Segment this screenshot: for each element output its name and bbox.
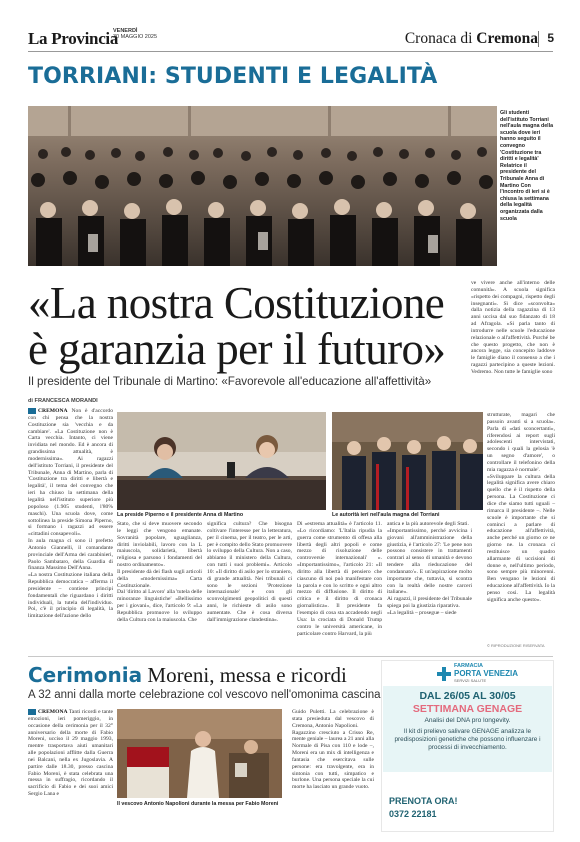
ad-dates: DAL 26/05 AL 30/05 — [419, 690, 516, 702]
article-column-6-middle — [487, 412, 555, 603]
column-5-text: antica e la più autorevole degli Stati. «Importantissimo, perché avvicina i giovani all'amministrazione della giustizia, è l'articolo 27: 'Le pene non possono consistere in trattamenti contrari al senso di umanità e devono tendere alla rieducazione del condannato'». E un'aspirazione molto importante che, tuttavia, si scontra con la realtà delle nostre carceri italiane». Ai ragazzi, il presidente del Tribunale spiega poi la giustizia riparativa. «La legalità – prosegue – siede — [387, 521, 472, 616]
cerimonia-photo-caption: Il vescovo Antonio Napolioni durante la messa per Fabio Moreni — [117, 801, 279, 807]
ad-brand-logo — [437, 663, 518, 684]
newspaper-logo: La Provincia — [28, 29, 119, 48]
photo-3-caption: Le autorità ieri nell'aula magna del Torriani — [332, 512, 440, 518]
cerimonia-column-1 — [28, 709, 113, 834]
pharmacy-cross-icon — [437, 667, 451, 681]
article-column-4 — [297, 521, 382, 649]
section-divider — [28, 656, 553, 657]
page-number: 5 — [547, 31, 554, 45]
cerimonia-photo — [117, 709, 282, 798]
ad-brand-sub: SERVIZI SALUTE — [454, 678, 487, 683]
column-1-lead: CREMONA — [38, 408, 68, 414]
article-column-2 — [117, 521, 202, 649]
cerimonia-title-bold: Cerimonia — [28, 663, 143, 687]
page-separator — [538, 31, 539, 47]
issue-date-text: 30 MAGGIO 2025 — [113, 34, 158, 40]
ad-brand-top: FARMACIA — [454, 663, 484, 669]
column-1-text: Non è d'accordo con chi pensa che la nostra Costituzione sia 'vecchia e da cambiare'. «La Costituzione non è Carta vecchia. Intanto, ci viene invidiata nel mondo. Ed è ancora di grandissima attualità, è modernissima». Ai ragazzi dell'istituto Torriani, il presidente del Tribunale, Anna di Martino, parla di 'Costituzione tra diritti e libertà e legalità', il tema del convegno che ieri ha chiuso la settimana della legalità nell'istituto superiore più popoloso (1.905 studenti, l'80% maschi). Una scuola dove, come sottolinea la preside Simona Piperno, si formano i ragazzi ad essere «cittadini consapevoli». In aula magna ci sono il prefetto Antonio Giannelli, il comandante provinciale dell'Arma dei carabinieri, Paolo Sambataro, della Guardia di finanza Massimo Dell'Anna. «La nostra Costituzione italiana della Repubblica democratica – afferma il presidente – contiene principi fondamentali che riguardano i diritti individuali, la tutela dell'individuo. Poi, c'è il principio di legalità, la limitazione dell'azione dello — [28, 408, 113, 620]
kicker-name: TORRIANI: — [28, 64, 158, 89]
article-column-6-top — [471, 280, 555, 412]
photo-autorita — [332, 412, 483, 510]
article-subtitle: Il presidente del Tribunale di Martino: «Favorevole all'educazione all'affettività» — [28, 375, 432, 388]
cerimonia-title — [28, 663, 347, 688]
issue-day: VENERDÌ — [113, 28, 138, 34]
title-line-2: è garanzia per il futuro» — [28, 324, 446, 374]
article-column-5 — [387, 521, 472, 649]
photo-2-caption: La preside Piperno e il presidente Anna di Martino — [117, 512, 244, 518]
ad-desc-2: Il kit di prelievo salivare GENAGE analizza le predisposizioni genetiche che possono influenzare i processi di invecchiamento. — [394, 728, 541, 751]
ad-phone[interactable]: 0372 22181 — [389, 809, 437, 819]
cerimonia-column-3-text: Guido Puletti. La celebrazione è stata presieduta dal vescovo di Cremona, Antonio Napolioni. Ragazzino cresciuto a Crisso Re, mente geniale – laurea a 21 anni alla Normale di Pisa con 110 e lode –, Moreni era un mix di intelligenza e fantasia che esercitava sulle persone: era travolgente, era in sintonia con tutti, simpatico e burlone. Una persona speciale la cui morte ha lasciato un grande vuoto. — [292, 709, 374, 791]
kicker-rest: STUDENTI E LEGALITÀ — [164, 64, 438, 89]
article-kicker — [28, 64, 437, 89]
section-city: Cremona — [476, 30, 538, 47]
title-line-1: «La nostra Costituzione — [28, 278, 445, 328]
mass-photo-illustration — [117, 709, 282, 798]
column-6a-text: ve vivere anche all'interno delle comunità». A scuola significa «rispetto dei compagni, rispetto degli insegnanti». Sì dice «sconvolta» dalla notizia della ragazzina di 13 anni uccisa dal suo fidanzato di 18 ad Afragola. «Si parla tanto di introdurre nelle scuole l'educazione relazionale o all'affettività. Purché be che questo progetto, che non è ancora legge, sia concepito laddove le famiglie diano il consenso a che i ragazzi partecipino a queste lezioni. Vedremo. Non tutte le famiglie sono — [471, 280, 555, 375]
main-photo-caption: Gli studenti dell'istituto Torriani nell'aula magna della scuola dove ieri hanno seguito il convegno 'Costituzione tra diritti e legalità' Relatrice il presidente del Tribunale Anna di Martino Con l'incontro di ieri si è chiusa la settimana della legalità organizzata dalla scuola — [500, 110, 554, 222]
cerimonia-column-3 — [292, 709, 374, 834]
cerimonia-title-rest: Moreni, messa e ricordi — [142, 663, 347, 687]
cerimonia-dropcap — [28, 709, 36, 715]
panel-photo-illustration — [117, 412, 326, 510]
ad-event: SETTIMANA GENAGE — [412, 703, 523, 715]
issue-date — [113, 28, 157, 40]
main-photo — [28, 106, 497, 266]
article-author: di FRANCESCA MORANDI — [28, 398, 98, 404]
column-6-footer: © RIPRODUZIONE RISERVATA — [487, 643, 545, 648]
ad-cta[interactable]: PRENOTA ORA! — [389, 796, 458, 806]
cerimonia-lead: CREMONA — [38, 709, 68, 715]
article-column-1 — [28, 408, 113, 650]
article-column-3 — [207, 521, 292, 649]
audience-photo-illustration — [28, 106, 497, 266]
photo-preside-presidente — [117, 412, 326, 510]
cerimonia-subtitle: A 32 anni dalla morte celebrazione col vescovo nell'omonima cascina — [28, 689, 381, 701]
authorities-photo-illustration — [332, 412, 483, 510]
ad-desc-1: Analisi del DNA pro longevity. — [424, 717, 511, 724]
section-title — [405, 30, 538, 48]
column-3-text: significa cultura? Che bisogna coltivare l'interesse per la letteratura, per il cinema, per il teatro, per le arti, per è compito dello Stato promuovere lo sviluppo della Cultura. Non a caso, abbiamo il ministero della Cultura, con tutti i suoi problemi». Articolo 10: «Il diritto di asilo per lo straniero, di grande attualità. Nei tribunali ci sono le sezioni 'Protezione internazionale' e con gli sconvolgimenti geopolitici di questi anni, le richieste di asilo sono aumentate. Che è cosa diversa dall'immigrazione clandestina». — [207, 521, 292, 623]
column-6b-text: strutturate, magari che passoin avanti si a scuola». Parla di «dati sconcertanti», riferendosi ai report sugli adolescenti intervistati, secondo i quali la gelosia 'è un segno d'amore', o controllare il telefonino della mia ragazza è normale'. «Sviluppare la cultura della legalità significa avere chiaro quello che è il rispetto della persona. La Costituzione ci dice che siamo tutti uguali – rimarca il presidente –. Nelle scuole è importante che si cominci a parlare di educazione all'affettività, anche perché un giorno ce ne giorno ne. la cronaca ci restituisce un quadro allarmante di uccisioni di donne e, nell'ultimo periodo, sono sempre più minorenni. Ben vengano le lezioni di educazione all'affettività. Io la penso così. La legalità significa anche questo». — [487, 412, 555, 603]
dropcap-marker — [28, 408, 36, 414]
header-rule — [28, 51, 553, 52]
cerimonia-column-1-text: Tanti ricordi e tante emozioni, ieri pomeriggio, in occasione della cerimonia per il 32° anniversario della morte di Fabio Moreni, ucciso il 29 maggio 1993, mentre trasportava aiuti umanitari alle popolazioni afflitte dalla Guerra nei Balcani, nella ex Jugoslavia. A partire dalle 18.30, presso cascina Fabio Moreni, è stata celebrata una messa in suffragio, ricordando il sacrificio di Fabio e dei suoi amici Sergio Lana e — [28, 709, 113, 798]
section-prefix: Cronaca di — [404, 30, 473, 47]
ad-brand-main: PORTA VENEZIA — [454, 669, 519, 678]
column-4-text: Di «estrema attualità» è l'articolo 11. «Lo ricordiamo: 'L'Italia ripudia la guerra come strumento di offesa alla libertà degli altri popoli e come mezzo di risoluzione delle controversie internazionali' «. «Importantissimo», l'articolo 21: «Il diritto alla libertà di pensiero che ciascuno di noi può manifestare con la parola e con lo scritto e ogni altro mezzo di diffusione. Il diritto di critica e il diritto di cronaca giornalistica». Il presidente fa l'esempio di cosa sta accadendo negli Usa: la crociata di Donald Trump contro le università americane, in particolare contro Harvard, la più — [297, 521, 382, 637]
column-2-text: Stato, che si deve muovere secondo le leggi che vengono emanate. Sovranità popolare, uguaglianza, diritti inviolabili, lavoro con la L maiuscola, solidarietà, libertà religiosa e parsono i fondamenti del nostro ordinamento». Il presidente dà dei flash sugli articoli della «modernissima» Carta Costituzionale. Dal 'diritto al Lavoro' alla 'tutela delle minoranze linguistiche' «Bellissimo per i giovani», dice, l'articolo 9: «La Repubblica promuove lo sviluppo della Cultura con la maiuscola. Che — [117, 521, 202, 623]
